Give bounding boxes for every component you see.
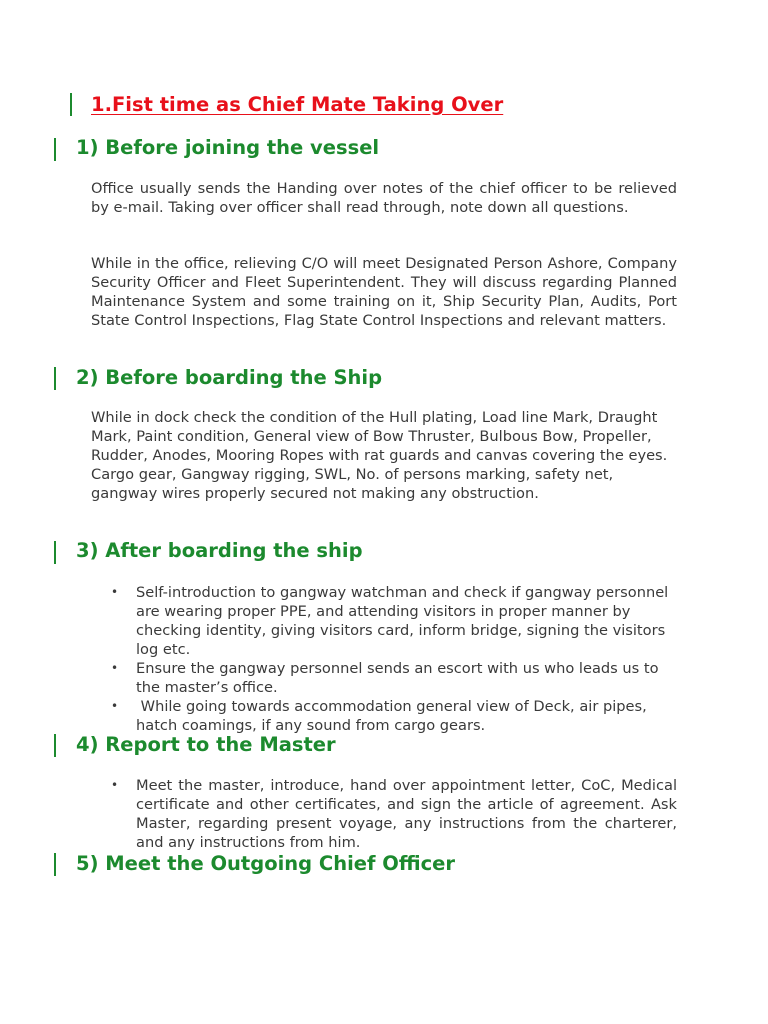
list-item: [91, 776, 677, 852]
section-marker: [54, 734, 56, 757]
bullet-glyph: •: [111, 585, 119, 599]
section-heading-outgoing-officer: 5) Meet the Outgoing Chief Officer: [76, 852, 456, 875]
bullet-glyph: •: [111, 699, 119, 713]
section-heading-before-joining: 1) Before joining the vessel: [76, 136, 380, 159]
section-marker: [54, 541, 56, 564]
section-heading-before-boarding: 2) Before boarding the Ship: [76, 366, 383, 389]
section-marker: [54, 367, 56, 390]
list-item-text: Ensure the gangway personnel sends an escort with us who leads us to the master’s office.: [136, 660, 659, 696]
list-item: [91, 583, 677, 659]
section-heading-report-master: 4) Report to the Master: [76, 733, 336, 756]
list-item: [91, 659, 677, 697]
list-item-text: Meet the master, introduce, hand over appointment letter, CoC, Medical certificate and other certificates, and sign the article of agreement. Ask Master, regarding present voyage, any instructions from the charterer, and any instructions from him.: [136, 777, 677, 851]
section-heading-after-boarding: 3) After boarding the ship: [76, 539, 363, 562]
list-item-text: Self-introduction to gangway watchman and check if gangway personnel are wearing proper PPE, and attending visitors in proper manner by checking identity, giving visitors card, inform bridge, signing the visitors log etc.: [136, 584, 669, 658]
bullet-glyph: •: [111, 778, 119, 792]
report-master-list: [91, 776, 677, 852]
section-marker: [54, 138, 56, 161]
paragraph-handing-over-notes: Office usually sends the Handing over notes of the chief officer to be relieved by e-mail. Taking over officer shall read through, note down all questions.: [91, 180, 677, 216]
after-boarding-list: [91, 583, 677, 735]
paragraph-office-meeting: While in the office, relieving C/O will meet Designated Person Ashore, Company Security Officer and Fleet Superintendent. They will discuss regarding Planned Maintenance System and some training on it, Ship Security Plan, Audits, Port State Control Inspections, Flag State Control Inspections and relevant matters.: [91, 255, 677, 329]
section-marker: [54, 853, 56, 876]
list-item-text: While going towards accommodation general view of Deck, air pipes, hatch coamings, if any sound from cargo gears.: [136, 698, 652, 734]
list-item: [91, 697, 677, 735]
bullet-glyph: •: [111, 661, 119, 675]
title-marker: [70, 93, 72, 116]
document-title: 1.Fist time as Chief Mate Taking Over: [91, 93, 504, 116]
paragraph-dock-check: While in dock check the condition of the Hull plating, Load line Mark, Draught Mark, Paint condition, General view of Bow Thruster, Bulbous Bow, Propeller, Rudder, Anodes, Mooring Ropes with rat guards and canvas covering the eyes. Cargo gear, Gangway rigging, SWL, No. of persons marking, safety net, gangway wires properly secured not making any obstruction.: [91, 409, 668, 502]
